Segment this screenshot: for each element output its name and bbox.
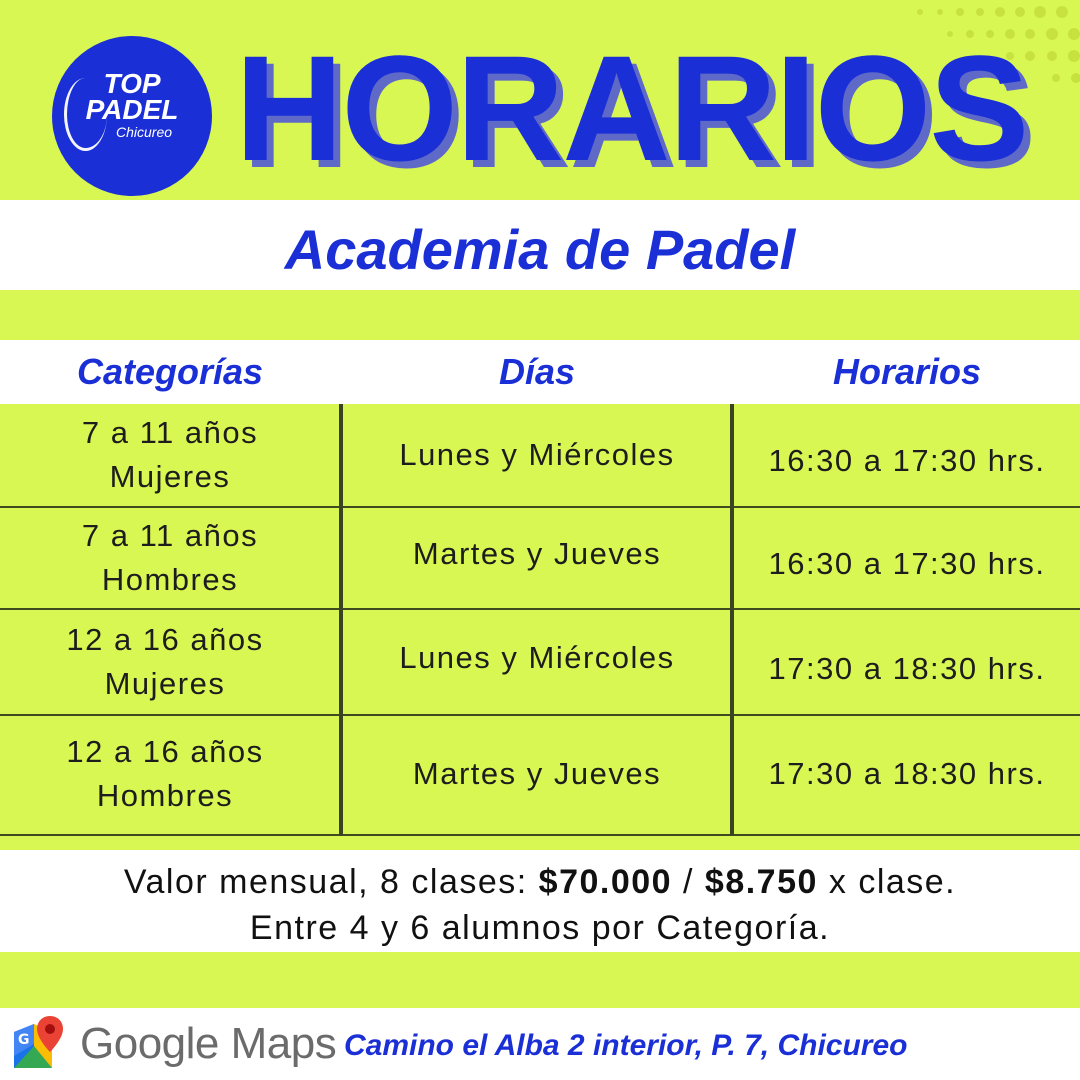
pricing-band <box>0 850 1080 952</box>
category-age: 7 a 11 años <box>81 518 259 553</box>
column-divider <box>339 404 343 836</box>
pricing-separator: / <box>672 863 705 901</box>
time-cell: 17:30 a 18:30 hrs. <box>768 651 1046 686</box>
category-gender: Mujeres <box>109 459 231 494</box>
header <box>0 0 1080 200</box>
category-gender: Hombres <box>101 562 239 597</box>
pricing-prefix: Valor mensual, 8 clases: <box>123 863 539 901</box>
per-class-price: $8.750 <box>704 863 818 901</box>
location-bar <box>0 1008 1080 1080</box>
days-cell: Martes y Jueves <box>412 536 662 571</box>
page-title: HORARIOS <box>235 24 1028 192</box>
category-age: 7 a 11 años <box>81 415 259 450</box>
logo-line-1: TOP <box>103 68 161 99</box>
days-cell: Martes y Jueves <box>412 756 662 791</box>
time-cell: 17:30 a 18:30 hrs. <box>768 756 1046 791</box>
category-cell <box>0 404 340 506</box>
category-gender: Hombres <box>96 778 234 813</box>
category-cell <box>0 508 340 608</box>
spacer <box>0 952 1080 1008</box>
column-header-horarios: Horarios <box>832 351 982 392</box>
logo-line-3: Chicureo <box>116 124 173 140</box>
schedule-table <box>0 404 1080 836</box>
top-padel-logo <box>52 36 212 196</box>
time-cell: 16:30 a 17:30 hrs. <box>768 546 1046 581</box>
table-row <box>0 716 1080 832</box>
google-maps-label[interactable]: Google Maps <box>80 1019 337 1068</box>
time-cell: 16:30 a 17:30 hrs. <box>768 443 1046 478</box>
category-cell <box>0 716 330 832</box>
category-gender: Mujeres <box>104 666 226 701</box>
category-age: 12 a 16 años <box>66 622 264 657</box>
table-row <box>0 610 1080 716</box>
days-cell: Lunes y Miércoles <box>399 437 675 472</box>
category-cell <box>0 610 330 714</box>
address: Camino el Alba 2 interior, P. 7, Chicureo <box>344 1029 908 1062</box>
spacer <box>0 290 1080 340</box>
subtitle-band <box>0 200 1080 290</box>
students-note: Entre 4 y 6 alumnos por Categoría. <box>249 909 831 947</box>
column-header-dias: Días <box>498 351 576 392</box>
days-cell: Lunes y Miércoles <box>399 640 675 675</box>
pricing-suffix: x clase. <box>817 863 957 901</box>
table-row <box>0 508 1080 610</box>
table-row <box>0 404 1080 508</box>
page-subtitle: Academia de Padel <box>284 218 796 281</box>
pricing-line <box>0 860 1080 904</box>
table-header <box>0 340 1080 404</box>
column-divider <box>730 404 734 836</box>
google-maps-icon[interactable] <box>12 1014 66 1070</box>
logo-line-2: PADEL <box>85 94 179 125</box>
monthly-price: $70.000 <box>538 863 673 901</box>
category-age: 12 a 16 años <box>66 734 264 769</box>
column-header-categorias: Categorías <box>76 351 264 392</box>
svg-text:G: G <box>18 1032 30 1048</box>
